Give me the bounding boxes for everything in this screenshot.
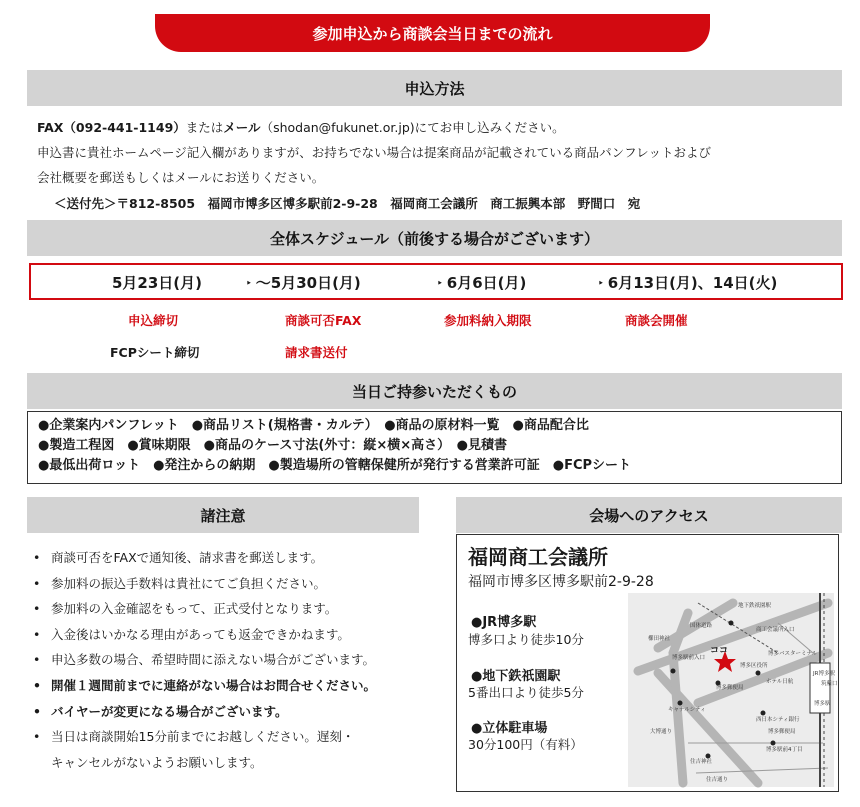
apply-line-2: 申込書に貴社ホームページ記入欄がありますが、お持ちでない場合は提案商品が記載されている商品パンフレットおよび	[37, 145, 712, 160]
map-label: 博多駅前入口	[672, 655, 706, 661]
bring-line: ●最低出荷ロット ●発注からの納期 ●製造場所の管轄保健所が発行する営業許可証 ●FCPシート	[38, 458, 632, 473]
note-item: • 商談可否をFAXで通知後、請求書を郵送します。	[30, 545, 430, 571]
area-map	[628, 593, 838, 787]
bring-items-box	[27, 411, 842, 484]
map-label: 地下鉄祇園駅	[738, 603, 772, 609]
map-label: キャナルシティ	[668, 707, 706, 713]
bring-items-heading: 当日ご持参いただくもの	[27, 373, 842, 409]
venue-name: 福岡商工会議所	[468, 545, 608, 569]
map-label: ホテル日航	[766, 679, 794, 685]
access-heading: 会場へのアクセス	[456, 497, 842, 533]
map-label: 商工会議所入口	[756, 627, 795, 633]
venue-address: 福岡市博多区博多駅前2-9-28	[468, 574, 654, 590]
map-label: 西日本シティ銀行	[756, 717, 800, 723]
send-to-address: ＜送付先＞〒812-8505 福岡市博多区博多駅前2-9-28 福岡商工会議所 商工振興本部 野間口 宛	[54, 196, 641, 211]
label-result-fax: 商談可否FAX	[285, 313, 362, 328]
apply-line-3: 会社概要を郵送もしくはメールにお送りください。	[37, 170, 325, 185]
notes-heading: 諸注意	[27, 497, 419, 533]
mail-label: メール	[223, 120, 261, 135]
map-label: 博多バスターミナル	[768, 651, 818, 657]
mail-address[interactable]: （shodan@fukunet.or.jp)	[260, 120, 415, 135]
note-item: • 入金後はいかなる理由があっても返金できかねます。	[30, 622, 430, 648]
schedule-heading: 全体スケジュール（前後する場合がございます）	[27, 220, 842, 256]
note-item: • 参加料の入金確認をもって、正式受付となります。	[30, 596, 430, 622]
route-parking: ●立体駐車場	[471, 721, 548, 736]
notes-list	[30, 545, 430, 775]
fax-label: FAX	[37, 120, 64, 135]
flow-banner: 参加申込から商談会当日までの流れ	[155, 14, 710, 52]
map-label: 博多駅前4丁目	[766, 747, 803, 753]
arrow-icon: ‣	[437, 278, 443, 289]
label-apply-deadline: 申込締切	[128, 313, 179, 328]
note-item: • 申込多数の場合、希望時間に添えない場合がございます。	[30, 647, 430, 673]
map-label: JR博多駅	[813, 671, 835, 677]
note-item: • バイヤーが変更になる場合がございます。	[30, 699, 430, 725]
arrow-icon: ‣	[598, 278, 604, 289]
map-koko-label: ココ	[710, 646, 729, 656]
bring-line: ●製造工程図 ●賞味期限 ●商品のケース寸法(外寸：縦×横×高さ） ●見積書	[38, 438, 507, 453]
map-label: 櫛田神社	[648, 636, 671, 642]
route-parking-detail: 30分100円（有料）	[468, 737, 583, 752]
note-item: • 開催１週間前までに連絡がない場合はお問合せください。	[30, 673, 430, 699]
label-fcp-deadline: FCPシート締切	[110, 345, 200, 360]
date-1: 5月23日(月)	[112, 274, 203, 292]
map-label: 博多郵便局	[768, 729, 796, 735]
map-label: 国体道路	[690, 623, 713, 629]
route-subway: ●地下鉄祇園駅	[471, 669, 561, 684]
map-label: 住吉神社	[690, 759, 713, 765]
apply-line-1	[37, 118, 565, 136]
fax-number: （092-441-1149）	[63, 120, 186, 135]
route-jr-detail: 博多口より徒歩10分	[468, 632, 584, 647]
note-item-continued: キャンセルがないようお願いします。	[51, 754, 263, 770]
route-subway-detail: 5番出口より徒歩5分	[468, 685, 584, 700]
bring-line: ●企業案内パンフレット ●商品リスト(規格書・カルテ） ●商品の原材料一覧 ●商品配合比	[38, 418, 589, 433]
label-event: 商談会開催	[625, 313, 688, 328]
label-invoice: 請求書送付	[285, 345, 348, 360]
date-3: ‣ 6月6日(月)	[437, 274, 527, 292]
label-payment-deadline: 参加料納入期限	[444, 313, 532, 328]
route-jr: ●JR博多駅	[471, 615, 537, 630]
map-label: 博多区役所	[740, 663, 768, 669]
access-box	[456, 534, 839, 792]
note-item: • 参加料の振込手数料は貴社にてご負担ください。	[30, 571, 430, 597]
or-text: または	[185, 120, 224, 135]
date-4: ‣ 6月13日(月)、14日(火)	[598, 274, 778, 292]
apply-method-heading: 申込方法	[27, 70, 842, 106]
note-item: • 当日は商談開始15分前までにお越しください。遅刻・	[30, 724, 430, 750]
map-label: 博多郵便局	[716, 685, 744, 691]
apply-line-1-tail: にてお申し込みください。	[414, 120, 565, 135]
map-label: 筑紫口	[821, 681, 838, 687]
schedule-box	[29, 263, 843, 300]
arrow-icon: ‣	[246, 278, 252, 289]
map-label: 住吉通り	[706, 777, 729, 783]
date-2: ‣ ～5月30日(月)	[246, 274, 361, 292]
map-label: 博多駅	[814, 701, 831, 707]
map-label: 大博通り	[650, 729, 673, 735]
